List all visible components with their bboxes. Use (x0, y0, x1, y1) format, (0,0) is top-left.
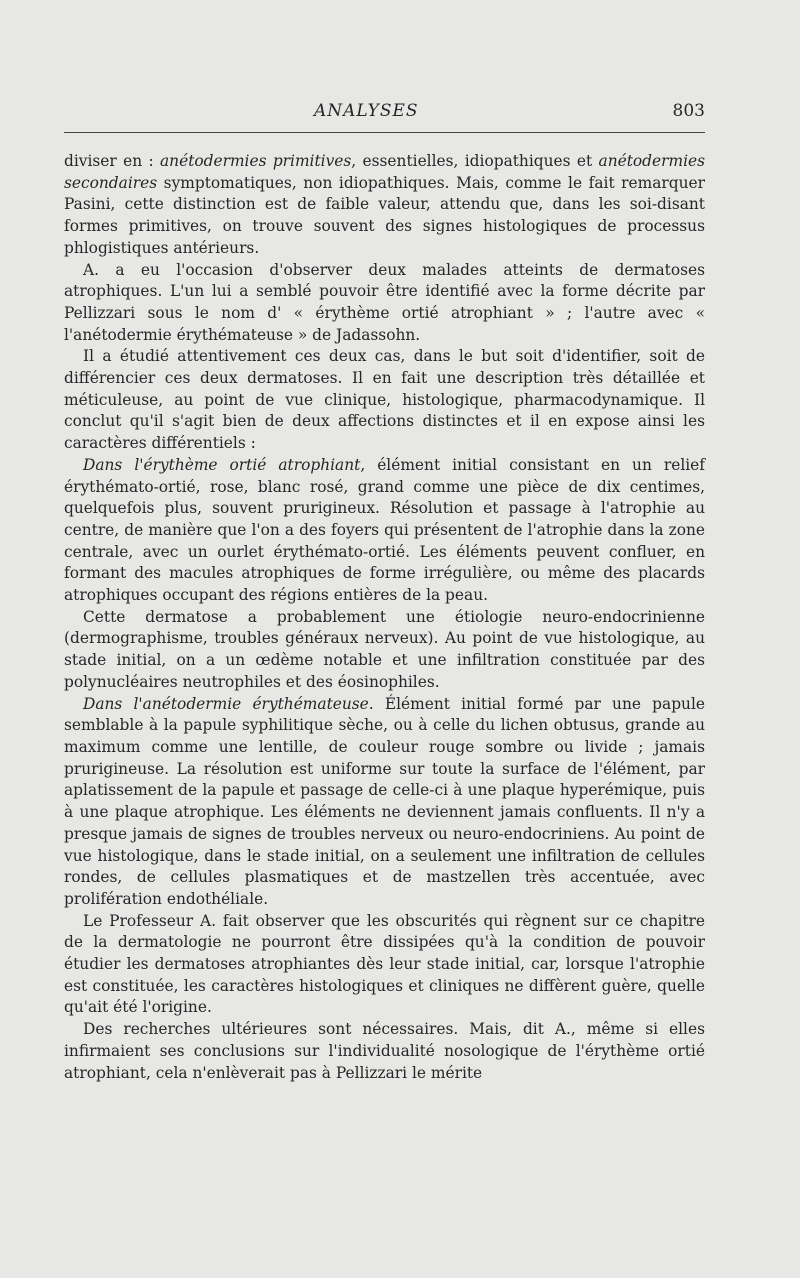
text-segment: A. a eu l'occasion d'observer deux malades atteints de dermatoses atrophiques. L'un lui a semblé pouvoir être identifié avec la forme décrite par Pellizzari sous le nom d' « érythème ortié atrophiant » ; l'autre avec « l'anétodermie érythémateuse » de Jadassohn. (64, 260, 705, 344)
paragraph (64, 260, 705, 347)
text-segment: diviser en : (64, 152, 160, 170)
italic-text: anétodermies primitives (160, 152, 352, 170)
paragraph (64, 607, 705, 694)
paragraph (64, 911, 705, 1020)
paragraph (64, 455, 705, 607)
text-segment: , essentielles, idiopathiques et (351, 152, 599, 170)
paragraph (64, 694, 705, 911)
text-segment: Il a étudié attentivement ces deux cas, dans le but soit d'identifier, soit de différencier ces deux dermatoses. Il en fait une description très détaillée et méticuleuse, au point de vue clinique, histologique, pharmacodynamique. Il conclut qu'il s'agit bien de deux affections distinctes et il en expose ainsi les caractères différentiels : (64, 347, 705, 453)
running-title: ANALYSES (314, 101, 419, 121)
italic-text: Dans l'érythème ortié atrophiant (83, 455, 361, 474)
text-segment: Le Professeur A. fait observer que les obscurités qui règnent sur ce chapitre de la dermatologie ne pourront être dissipées qu'à la condition de pouvoir étudier les dermatoses atrophiantes dès leur stade initial, car, lorsque l'atrophie est constituée, les caractères histologiques et cliniques ne diffèrent guère, quelle qu'ait été l'origine. (64, 911, 705, 1017)
paragraph (64, 346, 705, 455)
text-segment: , élément initial consistant en un relief érythémato-ortié, rose, blanc rosé, grand comme une pièce de dix centimes, quelquefois plus, souvent prurigineux. Résolution et passage à l'atrophie au centre, de manière que l'on a des foyers qui présentent de l'atrophie dans la zone centrale, avec un ourlet érythémato-ortié. Les éléments peuvent confluer, en formant des macules atrophiques de forme irrégulière, ou même des placards atrophiques occupant des régions entières de la peau. (64, 455, 705, 605)
running-head (64, 101, 705, 125)
text-segment: . Élément initial formé par une papule semblable à la papule syphilitique sèche, ou à celle du lichen obtusus, grande au maximum comme une lentille, de couleur rouge sombre ou livide ; jamais prurigineuse. La résolution est uniforme sur toute la surface de l'élément, par aplatissement de la papule et passage de celle-ci à une plaque hyperémique, puis à une plaque atrophique. Les éléments ne deviennent jamais confluents. Il n'y a presque jamais de signes de troubles nerveux ou neuro-endocriniens. Au point de vue histologique, dans le stade initial, on a seulement une infiltration de cellules rondes, de cellules plasmatiques et de mastzellen très accentuée, avec prolifération endothéliale. (64, 694, 706, 908)
text-segment: symptomatiques, non idiopathiques. Mais, comme le fait remarquer Pasini, cette distinction est de faible valeur, attendu que, dans les soi-disant formes primitives, on trouve souvent des signes histologiques de processus phlogistiques antérieurs. (64, 173, 705, 257)
italic-text: Dans l'anétodermie érythémateuse (83, 694, 369, 713)
body-text (64, 151, 705, 1084)
paragraph (64, 151, 705, 260)
header-rule (64, 132, 705, 133)
paragraph (64, 1019, 705, 1084)
italic-text: anétodermies secondaires (64, 152, 706, 192)
text-segment: Des recherches ultérieures sont nécessaires. Mais, dit A., même si elles infirmaient ses conclusions sur l'individualité nosologique de l'érythème ortié atrophiant, cela n'enlèverait pas à Pellizzari le mérite (64, 1020, 705, 1082)
text-segment: Cette dermatose a probablement une étiologie neuro-endocrinienne (dermographisme, troubles généraux nerveux). Au point de vue histologique, au stade initial, on a un œdème notable et une infiltration constituée par des polynucléaires neutrophiles et des éosinophiles. (64, 607, 705, 691)
page-number: 803 (672, 101, 705, 121)
